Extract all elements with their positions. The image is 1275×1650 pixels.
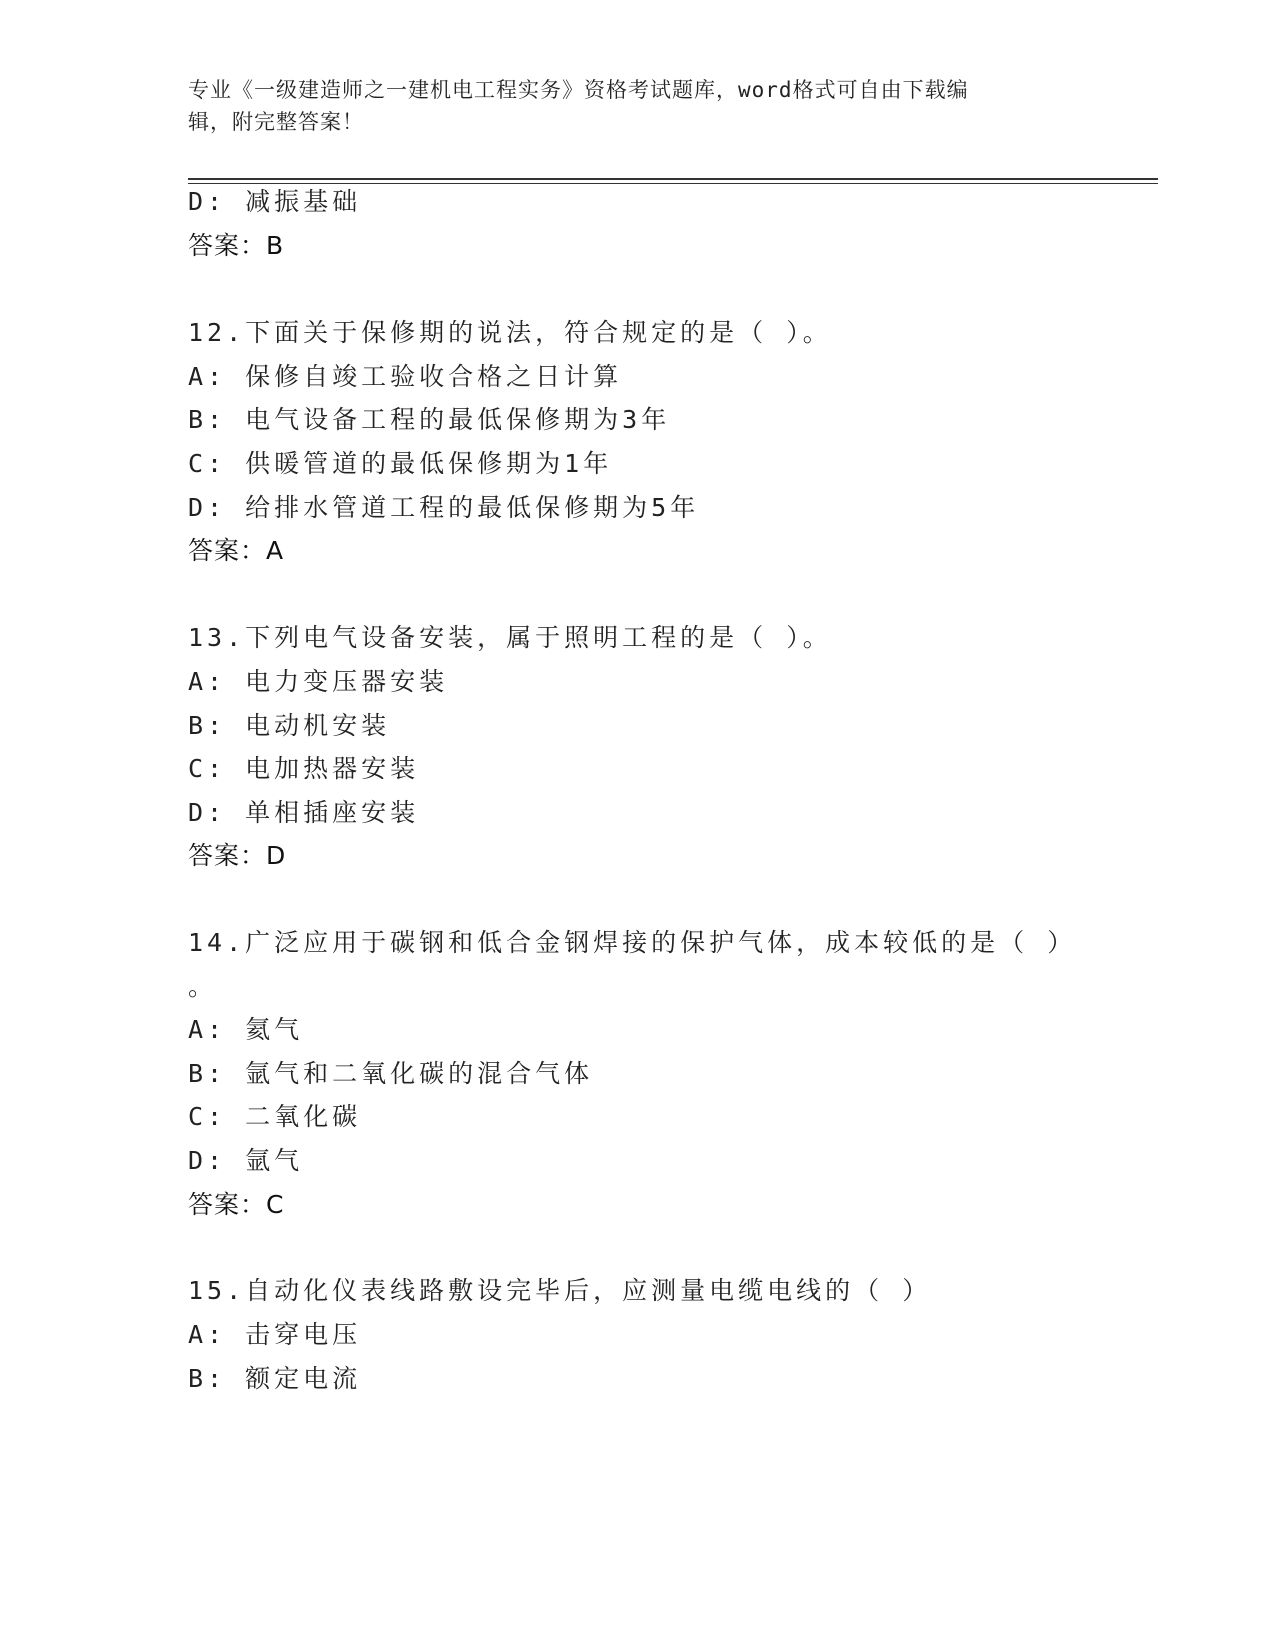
answer-line: 答案：B <box>188 231 285 260</box>
answer-line: 答案：D <box>188 841 287 870</box>
option-d: D: 氩气 <box>188 1146 304 1175</box>
question-stem-13: 13.下列电气设备安装，属于照明工程的是（ ）。 <box>188 623 832 652</box>
option-d: D: 单相插座安装 <box>188 798 420 827</box>
option-c: C: 电加热器安装 <box>188 754 420 783</box>
option-a: A: 氦气 <box>188 1015 304 1044</box>
header-line-2: 辑，附完整答案！ <box>188 110 364 134</box>
header-line-1: 专业《一级建造师之一建机电工程实务》资格考试题库，word格式可自由下载编 <box>188 78 969 102</box>
answer-line: 答案：A <box>188 536 285 565</box>
question-stem-14: 14.广泛应用于碳钢和低合金钢焊接的保护气体，成本较低的是（ ） <box>188 928 1077 957</box>
option-b: B: 额定电流 <box>188 1364 362 1393</box>
answer-line: 答案：C <box>188 1190 285 1219</box>
header-divider-thin <box>188 183 1158 184</box>
option-b: B: 氩气和二氧化碳的混合气体 <box>188 1059 594 1088</box>
option-a: A: 保修自竣工验收合格之日计算 <box>188 362 623 391</box>
option-b: B: 电动机安装 <box>188 711 391 740</box>
header-divider-thick <box>188 178 1158 180</box>
question-stem-15: 15.自动化仪表线路敷设完毕后，应测量电缆电线的（ ） <box>188 1276 932 1305</box>
option-a: A: 电力变压器安装 <box>188 667 449 696</box>
option-a: A: 击穿电压 <box>188 1320 362 1349</box>
option-d: D: 减振基础 <box>188 187 362 216</box>
option-c: C: 供暖管道的最低保修期为1年 <box>188 449 613 478</box>
question-stem-12: 12.下面关于保修期的说法，符合规定的是（ ）。 <box>188 318 832 347</box>
document-header <box>188 74 1068 138</box>
option-d: D: 给排水管道工程的最低保修期为5年 <box>188 493 700 522</box>
question-stem-14-continuation: 。 <box>188 972 218 1001</box>
option-b: B: 电气设备工程的最低保修期为3年 <box>188 405 671 434</box>
option-c: C: 二氧化碳 <box>188 1102 362 1131</box>
